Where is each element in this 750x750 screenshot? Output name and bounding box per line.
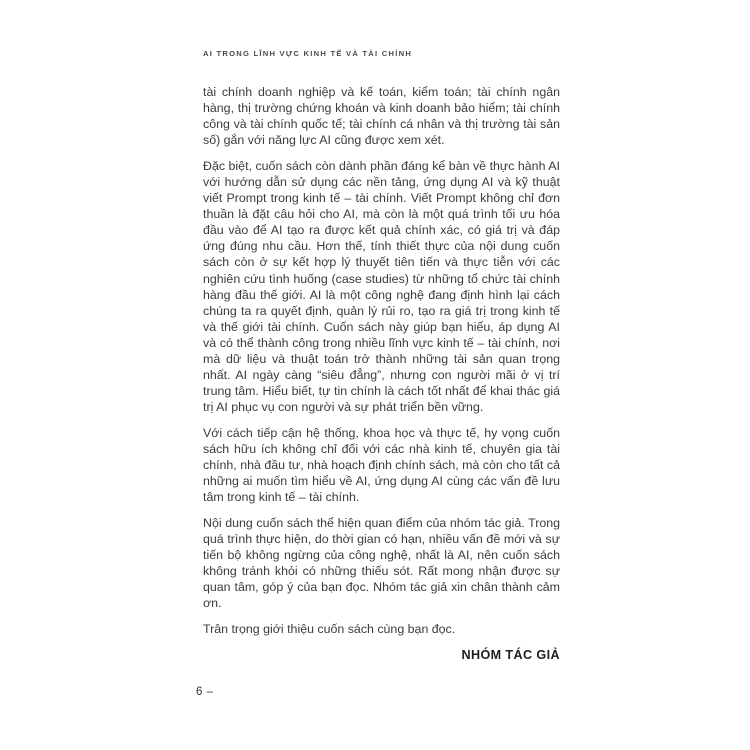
paragraph-2: Đặc biệt, cuốn sách còn dành phần đáng kể bàn về thực hành AI với hướng dẫn sử dụng các nền tảng, ứng dụng AI và kỹ thuật viết Prompt trong kinh tế – tài chính. Viết Prompt không chỉ đơn thuần là đặt câu hỏi cho AI, mà còn là một quá trình tối ưu hóa đầu vào để AI tạo ra được kết quả chính xác, có giá trị và đáp ứng đúng nhu cầu. Hơn thế, tính thiết thực của nội dung cuốn sách còn ở sự kết hợp lý thuyết tiên tiến và thực tiễn với các nghiên cứu tình huống (case studies) từ những tổ chức tài chính hàng đầu thế giới. AI là một công nghệ đang định hình lại cách chúng ta ra quyết định, quản lý rủi ro, tạo ra giá trị trong kinh tế và thế giới tài chính. Cuốn sách này giúp bạn hiểu, áp dụng AI và có thể thành công trong nhiều lĩnh vực kinh tế – tài chính, nơi mà dữ liệu và thuật toán trở thành những tài sản quan trọng nhất. AI ngày càng “siêu đẳng”, nhưng con người mãi ở vị trí trung tâm. Hiểu biết, tự tin chính là cách tốt nhất để khai thác giá trị AI phục vụ con người và sự phát triển bền vững. [203,158,560,415]
page-number: 6 – [196,686,214,698]
running-header: AI TRONG LĨNH VỰC KINH TẾ VÀ TÀI CHÍNH [203,49,413,58]
body-text [203,84,560,663]
paragraph-1: tài chính doanh nghiệp và kế toán, kiểm toán; tài chính ngân hàng, thị trường chứng khoán và kinh doanh bảo hiểm; tài chính công và tài chính quốc tế; tài chính cá nhân và thị trường tài sản số) gắn với năng lực AI cũng được xem xét. [203,85,560,148]
closing-line: Trân trọng giới thiệu cuốn sách cùng bạn đọc. [203,621,456,636]
paragraph-4: Nội dung cuốn sách thể hiện quan điểm của nhóm tác giả. Trong quá trình thực hiện, do thời gian có hạn, nhiều vấn đề mới và sự tiến bộ không ngừng của công nghệ, nhất là AI, nên cuốn sách không tránh khỏi có những thiếu sót. Rất mong nhận được sự quan tâm, góp ý của bạn đọc. Nhóm tác giả xin chân thành cảm ơn. [203,515,560,611]
paragraph-3: Với cách tiếp cận hệ thống, khoa học và thực tế, hy vọng cuốn sách hữu ích không chỉ đối với các nhà kinh tế, chuyên gia tài chính, nhà đầu tư, nhà hoạch định chính sách, mà còn cho tất cả những ai muốn tìm hiểu về AI, ứng dụng AI cùng các vấn đề lưu tâm trong kinh tế – tài chính. [203,425,560,505]
authors-signature: NHÓM TÁC GIẢ [461,648,560,662]
